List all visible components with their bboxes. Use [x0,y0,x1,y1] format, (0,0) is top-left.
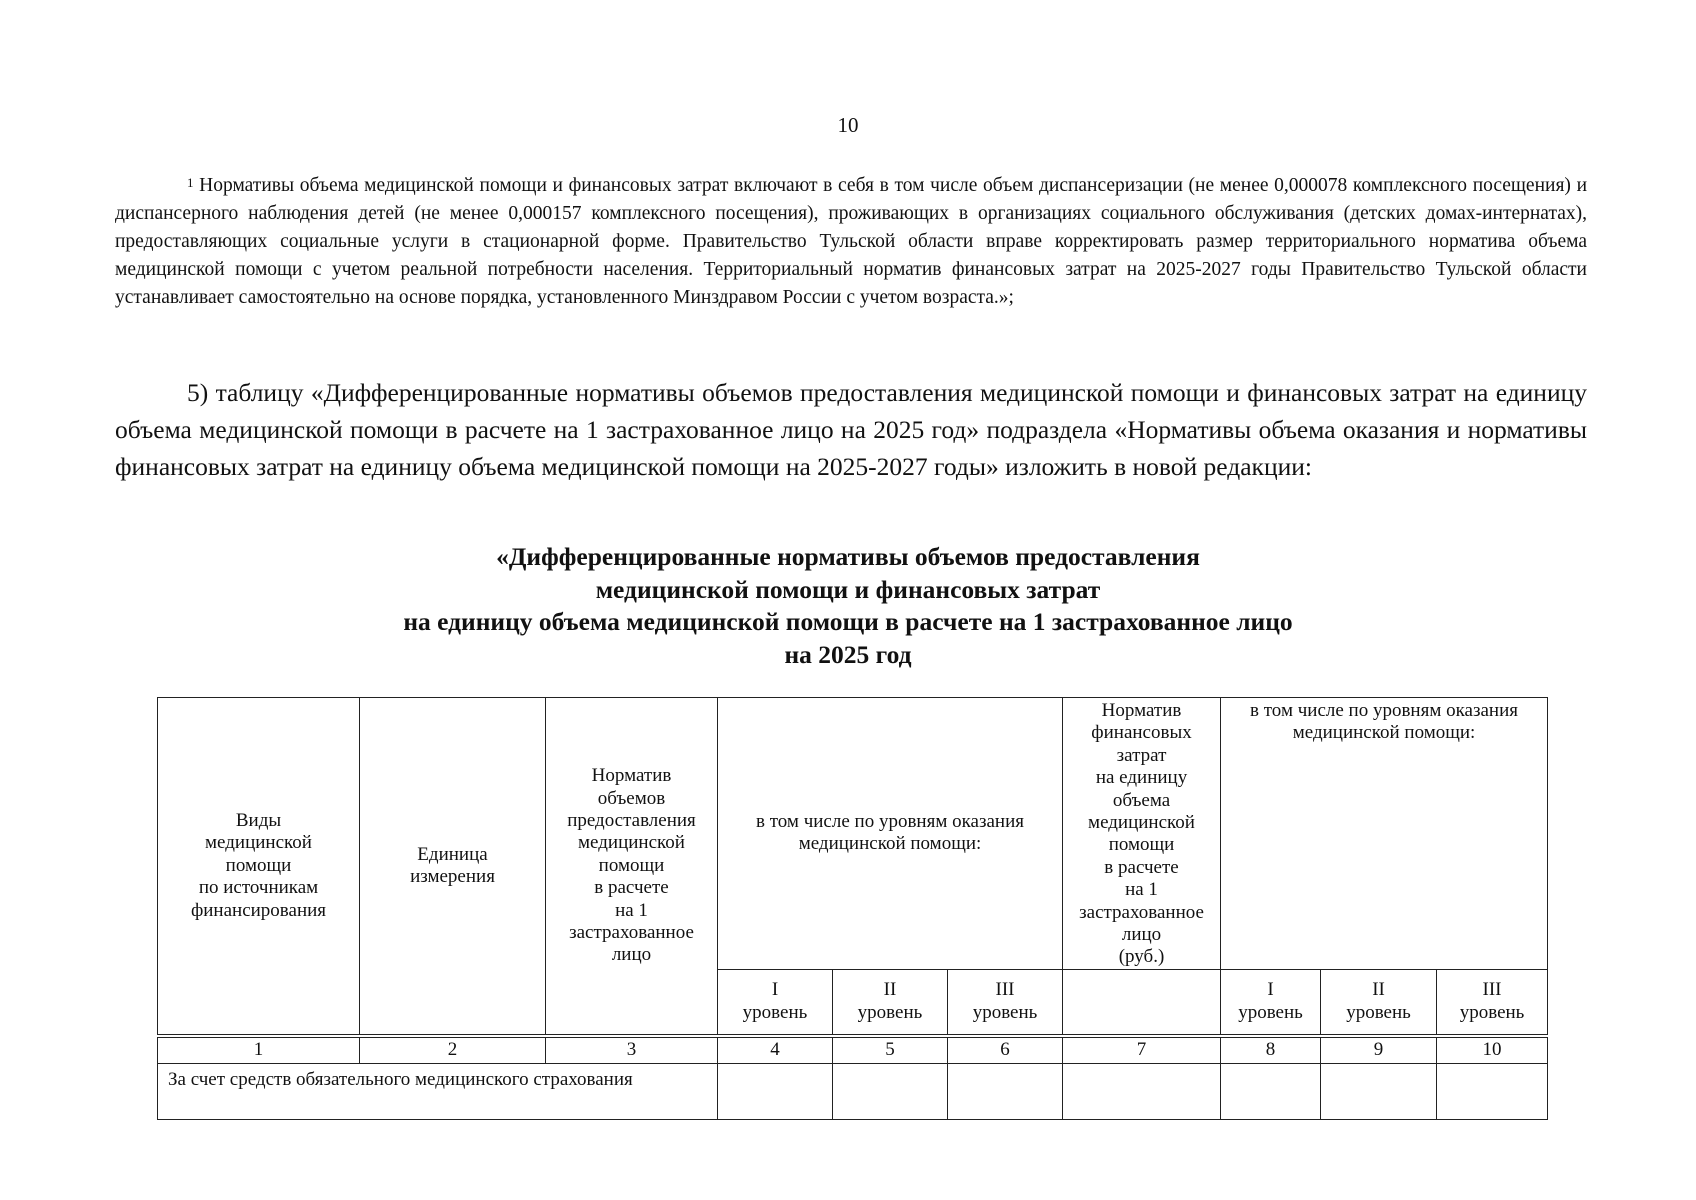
footnote-marker: 1 [187,175,194,190]
page-number: 10 [837,113,859,137]
table-title [0,541,1696,671]
table-title-line: на единицу объема медицинской помощи в расчете на 1 застрахованное лицо [403,607,1293,636]
column-number: 10 [1437,1037,1548,1063]
table-cell [1321,1063,1437,1119]
table-cell [1063,1063,1221,1119]
column-number: 3 [546,1037,718,1063]
header-volume-norm: Норматив объемов предоставления медицинской помощи в расчете на 1 застрахованное лицо [546,698,718,1035]
table-row [158,1063,1548,1119]
header-level-3-volume: III уровень [948,969,1063,1034]
header-unit: Единица измерения [360,698,546,1035]
table-title-line: «Дифференцированные нормативы объемов предоставления [496,542,1200,571]
table-cell [833,1063,948,1119]
column-number: 2 [360,1037,546,1063]
table-title-line: на 2025 год [784,639,912,669]
table-cell [1221,1063,1321,1119]
table-cell [1437,1063,1548,1119]
header-level-2-finance: II уровень [1321,969,1437,1034]
row-source-name: За счет средств обязательного медицинского страхования [158,1063,718,1119]
footnote-text: Нормативы объема медицинской помощи и финансовых затрат включают в себя в том числе объем диспансеризации (не менее 0,000078 комплексного посещения) и диспансерного наблюдения детей (не менее 0,000157 комплексного посещения), проживающих в организациях социального обслуживания (детских домах-интернатах), предоставляющих социальные услуги в стационарной форме. Правительство Тульской области вправе корректировать размер территориального норматива объема медицинской помощи с учетом реальной потребности населения. Территориальный норматив финансовых затрат на 2025-2027 годы Правительство Тульской области устанавливает самостоятельно на основе порядка, установленного Минздравом России с учетом возраста.»; [115,175,1588,308]
header-volume-levels-group: в том числе по уровням оказания медицинской помощи: [718,698,1063,970]
header-medical-care-kinds: Виды медицинской помощи по источникам финансирования [158,698,360,1035]
column-number: 4 [718,1037,833,1063]
table-cell [718,1063,833,1119]
column-numbers-row [158,1037,1548,1063]
amendment-paragraph: 5) таблицу «Дифференцированные нормативы объемов предоставления медицинской помощи и финансовых затрат на единицу объема медицинской помощи в расчете на 1 застрахованное лицо на 2025 год» подраздела «Нормативы объема оказания и нормативы финансовых затрат на единицу объема медицинской помощи на 2025-2027 годы» изложить в новой редакции: [115,378,1587,481]
footnote [115,172,1587,312]
header-level-2-volume: II уровень [833,969,948,1034]
header-level-1-finance: I уровень [1221,969,1321,1034]
header-finance-levels-group: в том числе по уровням оказания медицинской помощи: [1221,698,1548,970]
column-number: 9 [1321,1037,1437,1063]
header-level-3-finance: III уровень [1437,969,1548,1034]
table-title-line: медицинской помощи и финансовых затрат [595,574,1101,604]
column-number: 1 [158,1037,360,1063]
column-number: 5 [833,1037,948,1063]
column-number: 6 [948,1037,1063,1063]
table-cell [948,1063,1063,1119]
column-number: 7 [1063,1037,1221,1063]
header-finance-norm: Норматив финансовых затрат на единицу объема медицинской помощи в расчете на 1 застрахованное лицо (руб.) [1063,698,1221,970]
header-level-1-volume: I уровень [718,969,833,1034]
norms-table [157,697,1548,1120]
column-number: 8 [1221,1037,1321,1063]
header-finance-norm-continued [1063,969,1221,1034]
